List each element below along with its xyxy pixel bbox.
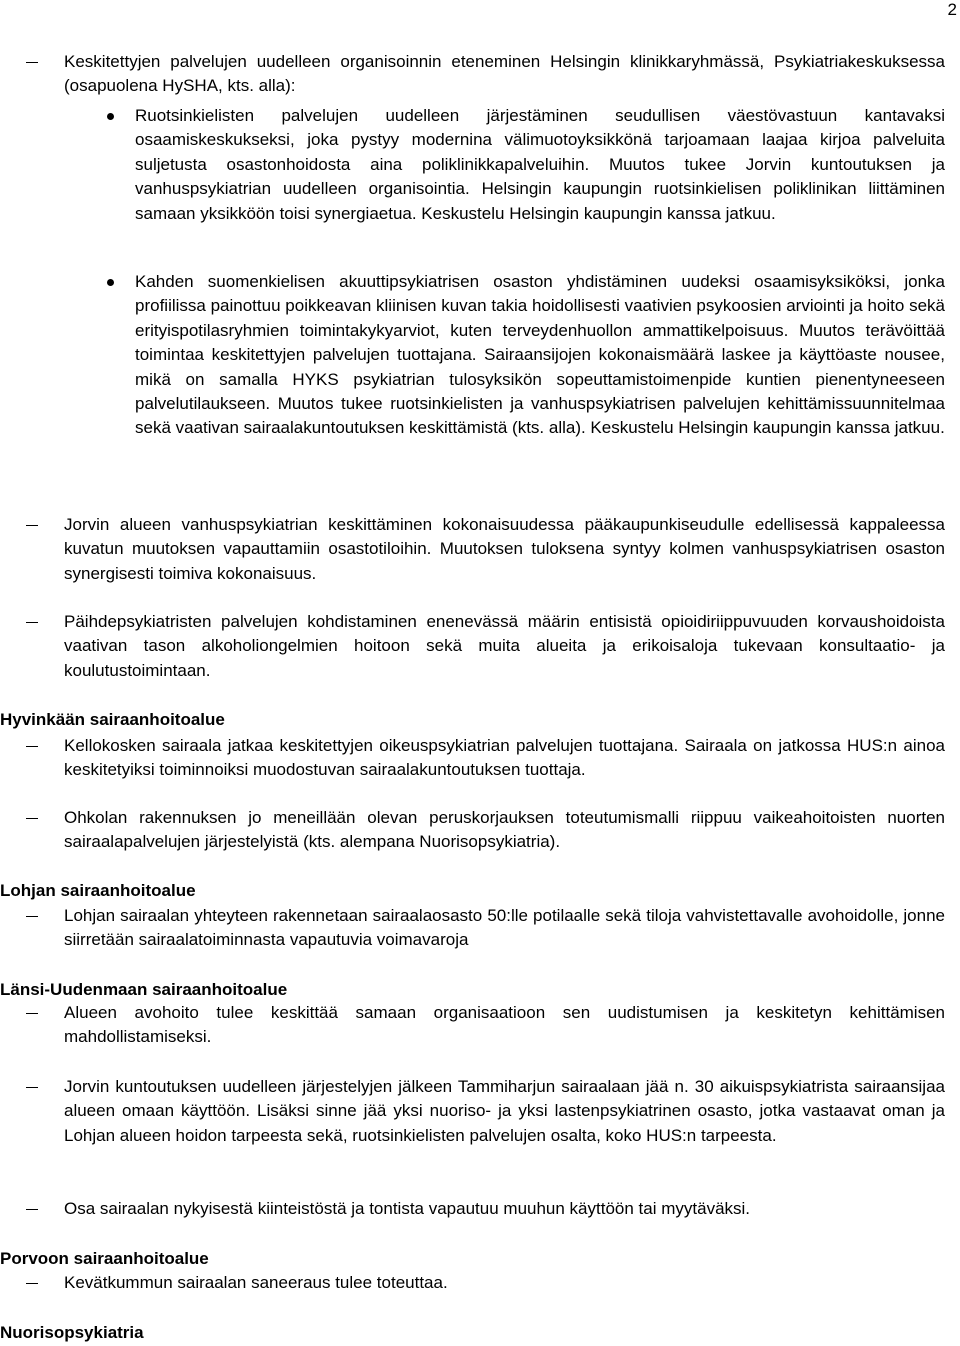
dash-marker bbox=[0, 734, 64, 758]
list-item bbox=[0, 806, 945, 855]
list-item-text: Ruotsinkielisten palvelujen uudelleen järjestäminen seudullisen väestövastuun kantavaksi osaamiskeskukseksi, joka pystyy modernina välimuotoyksikkönä tarjoamaan laajaa kirjoa palveluita suljetusta osastonhoidosta aina poliklinikkapalveluihin. Muutos tukee Jorvin kuntoutuksen ja vanhuspsykiatrian uudelleen organisointia. Helsingin kaupungin ruotsinkielisen poliklinikan liittäminen samaan yksikköön toisi synergiaetua. Keskustelu Helsingin kaupungin kanssa jatkuu. bbox=[135, 106, 945, 223]
list-item bbox=[0, 1197, 945, 1221]
section-heading: Hyvinkään sairaanhoitoalue bbox=[0, 710, 225, 729]
list-item bbox=[0, 1075, 945, 1148]
list-item bbox=[0, 734, 945, 783]
dash-marker bbox=[0, 50, 64, 74]
list-item bbox=[0, 513, 945, 586]
list-item bbox=[0, 50, 945, 99]
bullet-marker bbox=[0, 104, 135, 128]
dash-marker bbox=[0, 513, 64, 537]
list-item-text: Osa sairaalan nykyisestä kiinteistöstä ja tontista vapautuu muuhun käyttöön tai myytäväksi. bbox=[64, 1199, 751, 1218]
dash-marker bbox=[0, 1271, 64, 1295]
dash-marker bbox=[0, 904, 64, 928]
list-item bbox=[0, 904, 945, 953]
list-item-text: Ohkolan rakennuksen jo meneillään olevan peruskorjauksen toteutumismalli riippuu vaikeahoitoisten nuorten sairaalapalvelujen järjestelyistä (kts. alempana Nuorisopsykiatria). bbox=[64, 808, 945, 852]
list-item bbox=[0, 1271, 945, 1295]
list-item-text: Kevätkummun sairaalan saneeraus tulee toteuttaa. bbox=[64, 1273, 448, 1292]
list-item-text: Päihdepsykiatristen palvelujen kohdistaminen enenevässä määrin entisistä opioidiriippuvuuden korvaushoidoista vaativan tason alkoholiongelmien hoitoon sekä muita alueita ja erikoisaloja tukevaan konsultaatio- ja koulutustoimintaan. bbox=[64, 612, 945, 680]
dash-marker bbox=[0, 1075, 64, 1099]
list-item-text: Kellokosken sairaala jatkaa keskitettyjen oikeuspsykiatrian palvelujen tuottajana. Sairaala on jatkossa HUS:n ainoa keskitetyiksi toiminnoiksi muodostuvan sairaalakuntoutuksen tuottaja. bbox=[64, 736, 945, 780]
list-item bbox=[0, 1001, 945, 1050]
dash-marker bbox=[0, 610, 64, 634]
list-item-text: Alueen avohoito tulee keskittää samaan organisaatioon sen uudistumisen ja keskitetyn kehittämisen mahdollistamiseksi. bbox=[64, 1003, 945, 1047]
section-heading: Lohjan sairaanhoitoalue bbox=[0, 881, 196, 900]
list-item-text: Lohjan sairaalan yhteyteen rakennetaan sairaalaosasto 50:lle potilaalle sekä tiloja vahvistettavalle avohoidolle, jonne siirretään sairaalatoiminnasta vapautuvia voimavaroja bbox=[64, 906, 945, 950]
list-item bbox=[0, 270, 945, 441]
list-item bbox=[0, 610, 945, 683]
list-item-text: Jorvin alueen vanhuspsykiatrian keskittäminen kokonaisuudessa pääkaupunkiseudulle edellisessä kappaleessa kuvatun muutoksen vapauttamiin osastotiloihin. Muutoksen tuloksena syntyy kolmen vanhuspsykiatrisen osaston synergisesti toimiva kokonaisuus. bbox=[64, 515, 945, 583]
page-number: 2 bbox=[947, 0, 957, 19]
bullet-marker bbox=[0, 270, 135, 294]
dash-marker bbox=[0, 1197, 64, 1221]
list-item-text: Jorvin kuntoutuksen uudelleen järjestelyjen jälkeen Tammiharjun sairaalaan jää n. 30 aikuispsykiatrista sairaansijaa alueen omaan käyttöön. Lisäksi sinne jää yksi nuoriso- ja yksi lastenpsykiatrinen osasto, jotka vastaavat oman ja Lohjan alueen hoidon tarpeesta sekä, ruotsinkielisten palvelujen osalta, koko HUS:n tarpeesta. bbox=[64, 1077, 945, 1145]
section-heading: Porvoon sairaanhoitoalue bbox=[0, 1249, 209, 1268]
dash-marker bbox=[0, 1001, 64, 1025]
list-item bbox=[0, 104, 945, 226]
list-item-text: Kahden suomenkielisen akuuttipsykiatrisen osaston yhdistäminen uudeksi osaamisyksiköksi, jonka profiilissa painottuu poikkeavan kliinisen kuvan takia hoidollisesti vaativien psykoosien arviointi ja hoito sekä erityispotilasryhmien toimintakykyarviot, kuten terveydenhuollon ammattikelpoisuus. Muutos terävöittää toimintaa keskitettyjen palvelujen tuottajana. Sairaansijojen kokonaismäärä laskee ja käyttöaste nousee, mikä on samalla HYKS psykiatrian tulosyksikön sopeuttamistoimenpide kuntien pienentyneeseen palvelutilaukseen. Muutos tukee ruotsinkielisten ja vanhuspsykiatrisen palvelujen kehittämissuunnitelmaa sekä vaativan sairaalakuntoutuksen keskittämistä (kts. alla). Keskustelu Helsingin kaupungin kanssa jatkuu. bbox=[135, 272, 945, 438]
list-item-text: Keskitettyjen palvelujen uudelleen organisoinnin eteneminen Helsingin klinikkaryhmässä, Psykiatriakeskuksessa (osapuolena HySHA, kts. alla): bbox=[64, 52, 945, 96]
section-heading: Länsi-Uudenmaan sairaanhoitoalue bbox=[0, 980, 288, 999]
dash-marker bbox=[0, 806, 64, 830]
section-heading: Nuorisopsykiatria bbox=[0, 1323, 144, 1342]
